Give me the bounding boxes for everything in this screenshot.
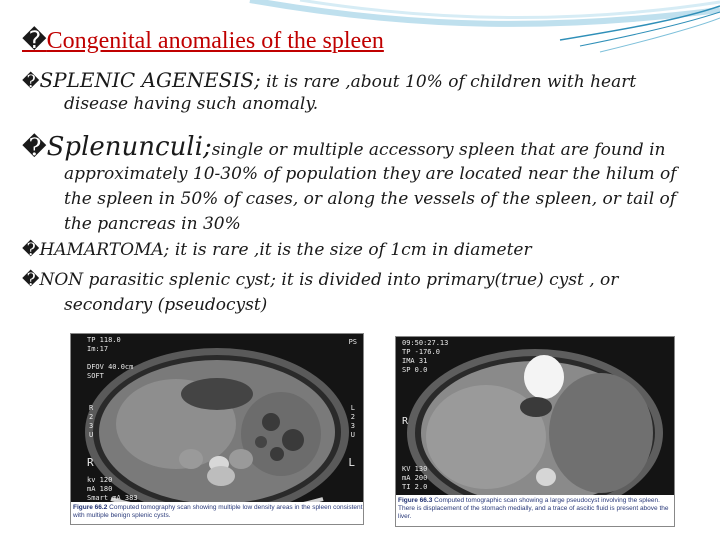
figure-label: Figure 66.3 [398,497,433,504]
bullet-text: it is rare ,about 10% of children with heart [260,72,637,92]
bullet-continuation: the pancreas in 30% [64,214,241,234]
bullet-glyph: � [22,28,47,54]
scan-orientation-l: L [348,456,355,469]
scan-orientation-r: R [402,416,409,427]
bullet-text: it is rare ,it is the size of 1cm in diameter [169,240,532,260]
title-text: Congenital anomalies of the spleen [46,28,384,54]
figure-caption [71,502,364,525]
slide-title [22,26,384,55]
bullet-glyph: � [22,270,40,290]
scan-overlay-bottom: KV 130 mA 200 TI 2.0 [402,465,428,491]
bullet-continuation: disease having such anomaly. [64,94,319,114]
bullet-splenic-cyst [22,270,618,290]
scan-overlay-right: PS [348,338,357,346]
bullet-continuation: approximately 10-30% of population they are located near the hilum of [64,164,677,184]
scan-orientation-r: R [87,456,94,469]
bullet-splenic-agenesis [22,68,636,92]
ct-scan-image-left [70,333,364,525]
figure-caption-text: Computed tomography scan showing multiple low density areas in the spleen consistent with multiple benign splenic cysts. [73,504,363,519]
bullet-lead: NON parasitic splenic cyst; [39,270,276,290]
bullet-lead: HAMARTOMA; [39,240,170,260]
bullet-glyph: � [22,72,40,92]
bullet-continuation: secondary (pseudocyst) [64,295,268,315]
bullet-lead: Splenunculi; [46,132,212,162]
bullet-lead: SPLENIC AGENESIS; [39,68,261,92]
bullet-glyph: � [22,133,47,161]
figure-label: Figure 66.2 [73,504,108,511]
scan-overlay-left-mid: R 2 3 U [89,404,94,439]
scan-overlay-bottom: kv 120 mA 180 Smart mA 383 [87,476,138,502]
bullet-text: single or multiple accessory spleen that are found in [211,140,666,160]
figure-caption [396,495,675,527]
ct-scan-image-right [395,336,675,527]
bullet-continuation: the spleen in 50% of cases, or along the vessels of the spleen, or tail of [64,189,677,209]
figure-caption-text: Computed tomographic scan showing a large pseudocyst involving the spleen. There is displacement of the stomach medially, and a trace of ascitic fluid is present above the liver. [398,497,669,520]
scan-overlay-right-mid: L 2 3 U [350,404,355,439]
bullet-glyph: � [22,240,40,260]
bullet-hamartoma [22,240,532,260]
bullet-splenunculi [22,132,665,162]
scan-overlay-top: 09:50:27.13 TP -176.0 IMA 31 SP 0.0 [402,339,449,374]
bullet-text: it is divided into primary(true) cyst , or [276,270,619,290]
scan-overlay-top: TP 118.0 Im:17 DFOV 40.0cm SOFT [87,336,134,380]
